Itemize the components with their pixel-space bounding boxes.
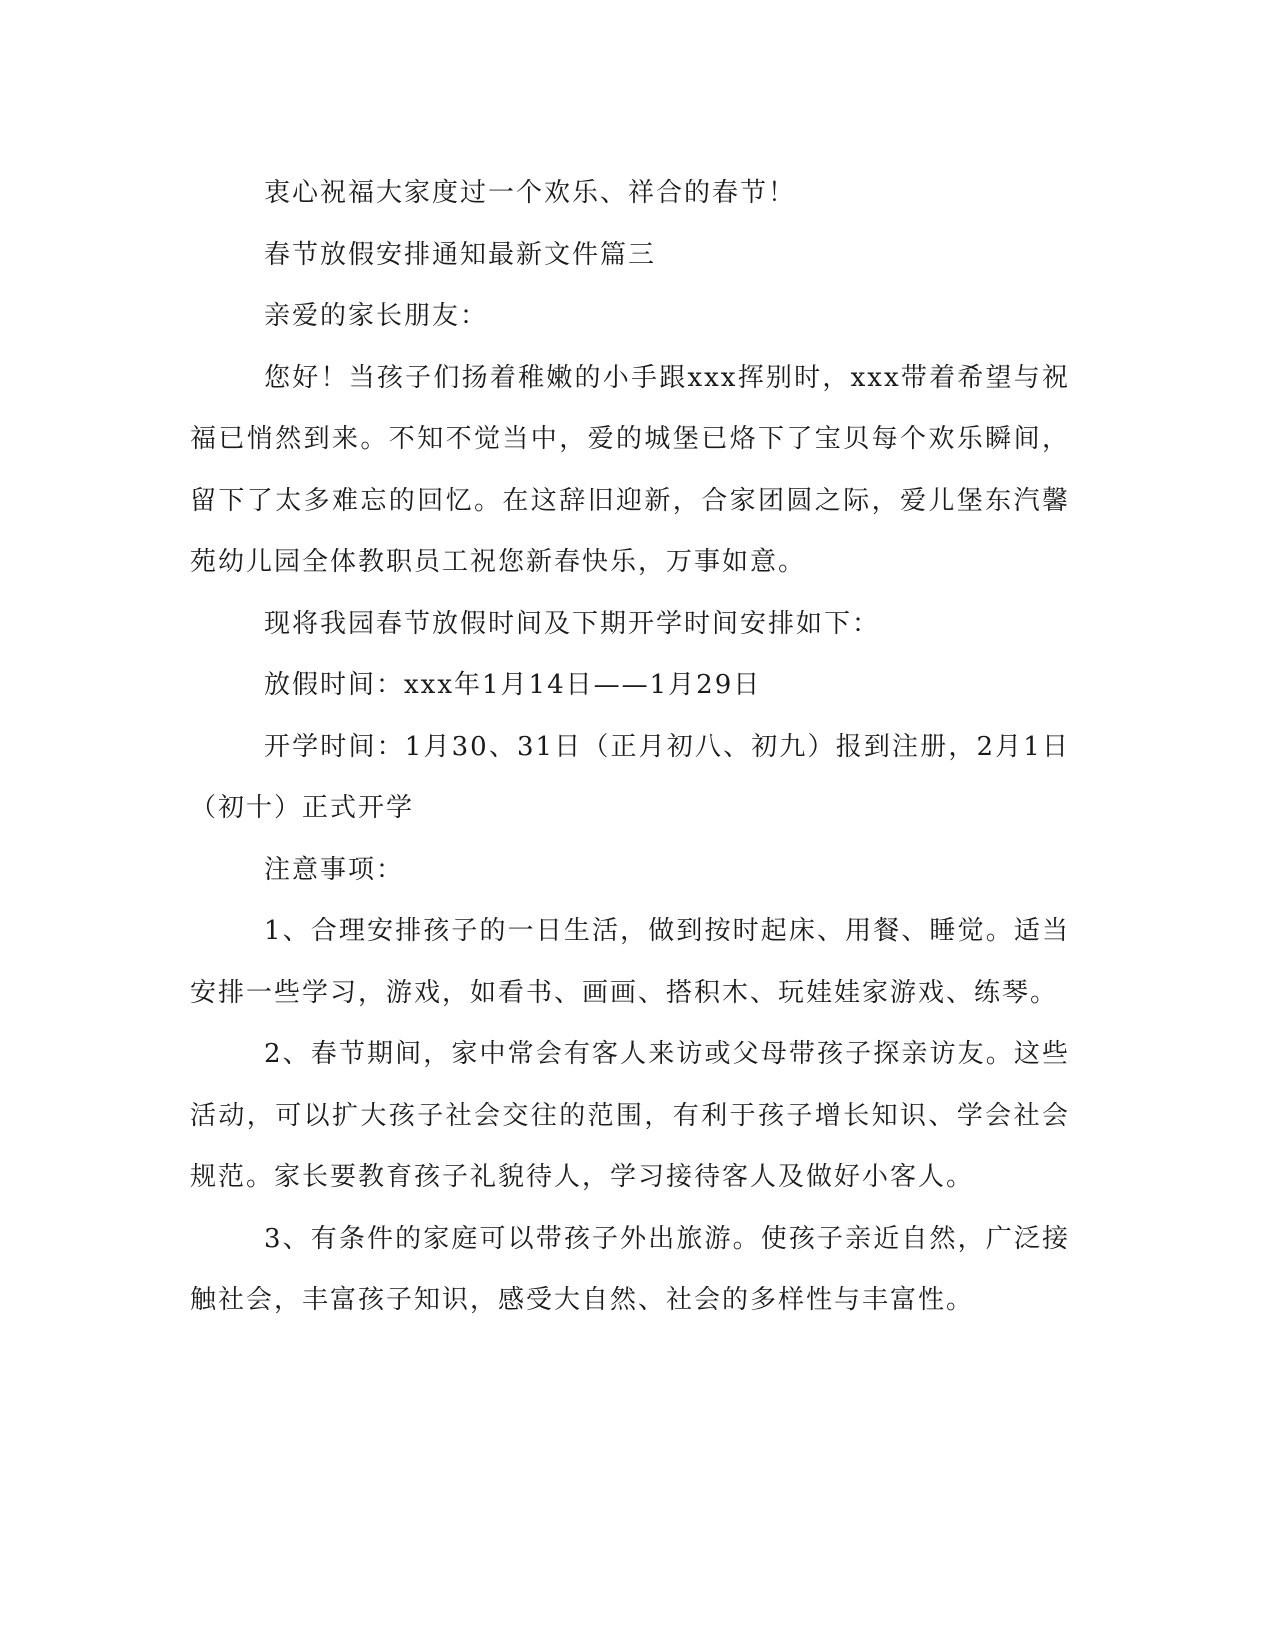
note-item-3: 3、有条件的家庭可以带孩子外出旅游。使孩子亲近自然，广泛接触社会，丰富孩子知识，感受大自然、社会的多样性与丰富性。 bbox=[190, 1223, 1070, 1315]
salutation: 亲爱的家长朋友： bbox=[264, 301, 489, 331]
greeting-paragraph: 您好！当孩子们扬着稚嫩的小手跟xxx挥别时，xxx带着希望与祝福已悄然到来。不知不觉当中，爱的城堡已烙下了宝贝每个欢乐瞬间，留下了太多难忘的回忆。在这辞旧迎新，合家团圆之际，爱儿堡东汽馨苑幼儿园全体教职员工祝您新春快乐，万事如意。 bbox=[190, 362, 1070, 577]
school-start-paragraph: 开学时间：1月30、31日（正月初八、初九）报到注册，2月1日（初十）正式开学 bbox=[190, 731, 1070, 823]
holiday-dates-paragraph: 放假时间：xxx年1月14日——1月29日 bbox=[264, 670, 762, 700]
note-item-1: 1、合理安排孩子的一日生活，做到按时起床、用餐、睡觉。适当安排一些学习，游戏，如看书、画画、搭积木、玩娃娃家游戏、练琴。 bbox=[190, 916, 1070, 1008]
schedule-intro-paragraph: 现将我园春节放假时间及下期开学时间安排如下： bbox=[264, 608, 881, 639]
note-item-2: 2、春节期间，家中常会有客人来访或父母带孩子探亲访友。这些活动，可以扩大孩子社会交往的范围，有利于孩子增长知识、学会社会规范。家长要教育孩子礼貌待人，学习接待客人及做好小客人。 bbox=[190, 1039, 1070, 1192]
section-heading: 春节放假安排通知最新文件篇三 bbox=[264, 239, 657, 270]
closing-wish-paragraph: 衷心祝福大家度过一个欢乐、祥合的春节！ bbox=[264, 178, 797, 208]
document-body bbox=[190, 163, 1070, 1332]
notes-heading: 注意事项： bbox=[264, 854, 405, 885]
